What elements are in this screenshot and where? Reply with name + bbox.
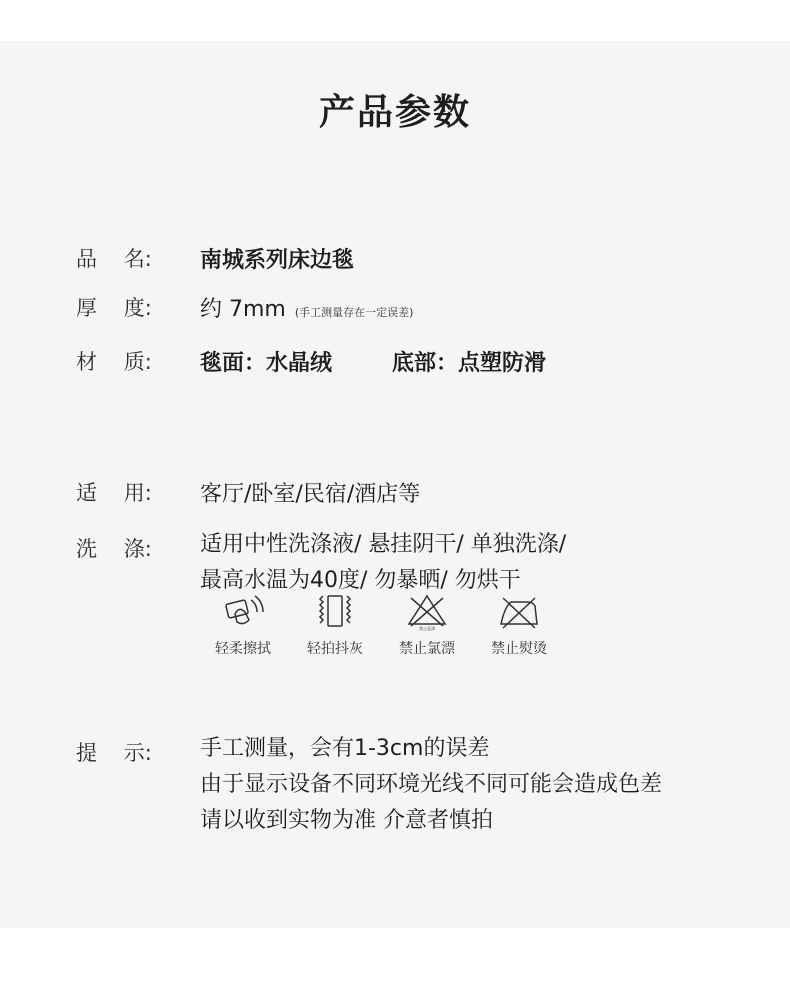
tips-line-2: 由于显示设备不同环境光线不同可能会造成色差 xyxy=(200,772,663,797)
tips-line-1: 手工测量，会有1-3cm的误差 xyxy=(200,736,490,761)
care-label-bleach: 禁止氯漂 xyxy=(399,641,455,657)
thickness-label: 厚 度: xyxy=(76,296,152,320)
thickness-value-wrap xyxy=(200,292,413,323)
no-bleach-icon xyxy=(397,592,457,632)
no-bleach-icon-text: 禁止氯漂 xyxy=(419,626,435,631)
wash-value xyxy=(200,527,566,599)
gentle-wipe-icon xyxy=(213,592,273,632)
care-icons xyxy=(0,592,790,662)
care-item-wipe xyxy=(198,592,288,658)
tips-label: 提 示: xyxy=(76,741,152,765)
tips-line-3: 请以收到实物为准 介意者慎拍 xyxy=(200,808,493,833)
page-title: 产品参数 xyxy=(318,92,471,133)
thickness-value: 约 7mm xyxy=(200,297,286,322)
care-item-pat xyxy=(290,592,380,658)
wash-line-2: 最高水温为40度/ 勿暴晒/ 勿烘干 xyxy=(200,568,521,593)
tips-value xyxy=(200,731,662,839)
care-label-wipe: 轻柔擦拭 xyxy=(215,641,271,657)
wash-label: 洗 涤: xyxy=(76,537,152,561)
thickness-note: (手工测量存在一定误差) xyxy=(294,306,414,319)
material-value-wrap xyxy=(200,346,546,377)
pat-dust-icon xyxy=(305,592,365,632)
care-label-iron: 禁止熨烫 xyxy=(491,641,547,657)
care-label-pat: 轻拍抖灰 xyxy=(307,641,363,657)
no-iron-icon xyxy=(489,592,549,632)
usage-label: 适 用: xyxy=(76,481,152,505)
usage-value: 客厅/卧室/民宿/酒店等 xyxy=(200,482,421,507)
name-label: 品 名: xyxy=(76,247,152,271)
name-value: 南城系列床边毯 xyxy=(200,248,355,273)
material-label: 材 质: xyxy=(76,350,152,374)
care-item-bleach xyxy=(382,592,472,658)
care-item-iron xyxy=(474,592,564,658)
wash-line-1: 适用中性洗涤液/ 悬挂阴干/ 单独洗涤/ xyxy=(200,532,567,557)
material-bottom: 底部：点塑防滑 xyxy=(392,351,547,376)
material-face: 毯面：水晶绒 xyxy=(200,351,333,376)
